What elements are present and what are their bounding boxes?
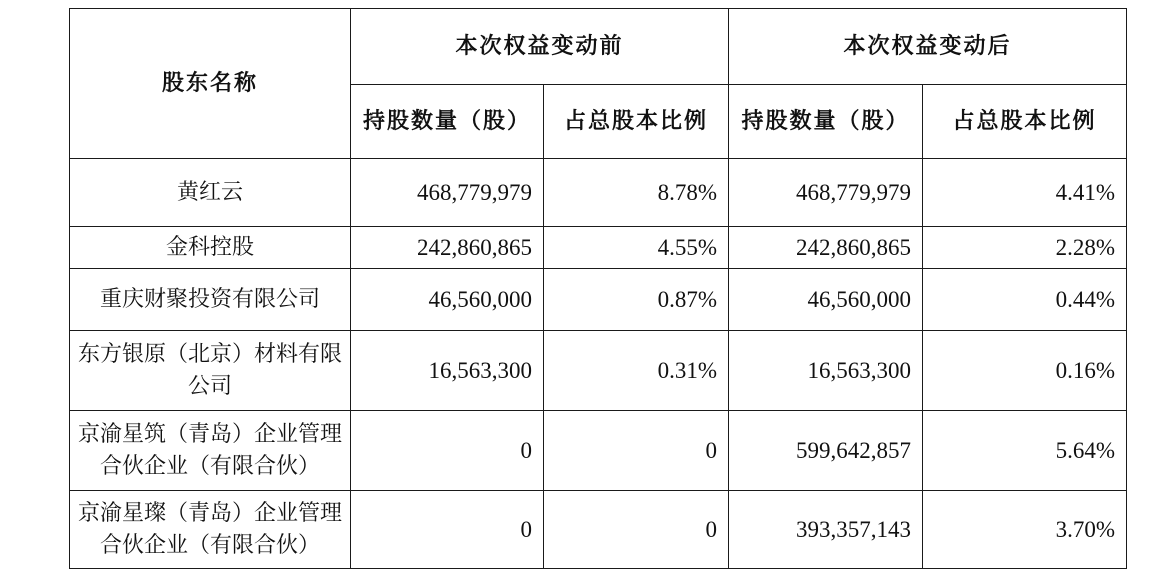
header-shareholder-name: 股东名称 <box>70 9 351 159</box>
shareholder-name-cell: 京渝星璨（青岛）企业管理合伙企业（有限合伙） <box>70 491 351 569</box>
table-row <box>70 159 1127 227</box>
shareholder-name-cell: 金科控股 <box>70 227 351 269</box>
after-shares-cell: 16,563,300 <box>729 331 923 411</box>
header-after-ratio: 占总股本比例 <box>923 85 1127 159</box>
header-before-change: 本次权益变动前 <box>351 9 729 85</box>
shareholder-name-cell: 京渝星筑（青岛）企业管理合伙企业（有限合伙） <box>70 411 351 491</box>
header-after-change: 本次权益变动后 <box>729 9 1127 85</box>
after-ratio-cell: 4.41% <box>923 159 1127 227</box>
after-ratio-cell: 0.44% <box>923 269 1127 331</box>
table-row <box>70 269 1127 331</box>
table-row <box>70 411 1127 491</box>
before-shares-cell: 0 <box>351 411 544 491</box>
after-shares-cell: 46,560,000 <box>729 269 923 331</box>
before-shares-cell: 242,860,865 <box>351 227 544 269</box>
before-ratio-cell: 0 <box>544 491 729 569</box>
table-row <box>70 491 1127 569</box>
after-ratio-cell: 5.64% <box>923 411 1127 491</box>
shareholder-name-cell: 东方银原（北京）材料有限公司 <box>70 331 351 411</box>
shareholder-name-cell: 重庆财聚投资有限公司 <box>70 269 351 331</box>
before-ratio-cell: 0 <box>544 411 729 491</box>
shareholding-change-table <box>69 8 1127 569</box>
after-shares-cell: 242,860,865 <box>729 227 923 269</box>
after-ratio-cell: 3.70% <box>923 491 1127 569</box>
table-row <box>70 331 1127 411</box>
table-row <box>70 227 1127 269</box>
before-shares-cell: 16,563,300 <box>351 331 544 411</box>
before-shares-cell: 468,779,979 <box>351 159 544 227</box>
after-shares-cell: 393,357,143 <box>729 491 923 569</box>
after-ratio-cell: 0.16% <box>923 331 1127 411</box>
before-shares-cell: 0 <box>351 491 544 569</box>
before-ratio-cell: 0.87% <box>544 269 729 331</box>
after-shares-cell: 599,642,857 <box>729 411 923 491</box>
after-ratio-cell: 2.28% <box>923 227 1127 269</box>
before-ratio-cell: 0.31% <box>544 331 729 411</box>
shareholder-name-cell: 黄红云 <box>70 159 351 227</box>
header-before-shares: 持股数量（股） <box>351 85 544 159</box>
after-shares-cell: 468,779,979 <box>729 159 923 227</box>
header-before-ratio: 占总股本比例 <box>544 85 729 159</box>
before-ratio-cell: 4.55% <box>544 227 729 269</box>
before-ratio-cell: 8.78% <box>544 159 729 227</box>
header-after-shares: 持股数量（股） <box>729 85 923 159</box>
before-shares-cell: 46,560,000 <box>351 269 544 331</box>
